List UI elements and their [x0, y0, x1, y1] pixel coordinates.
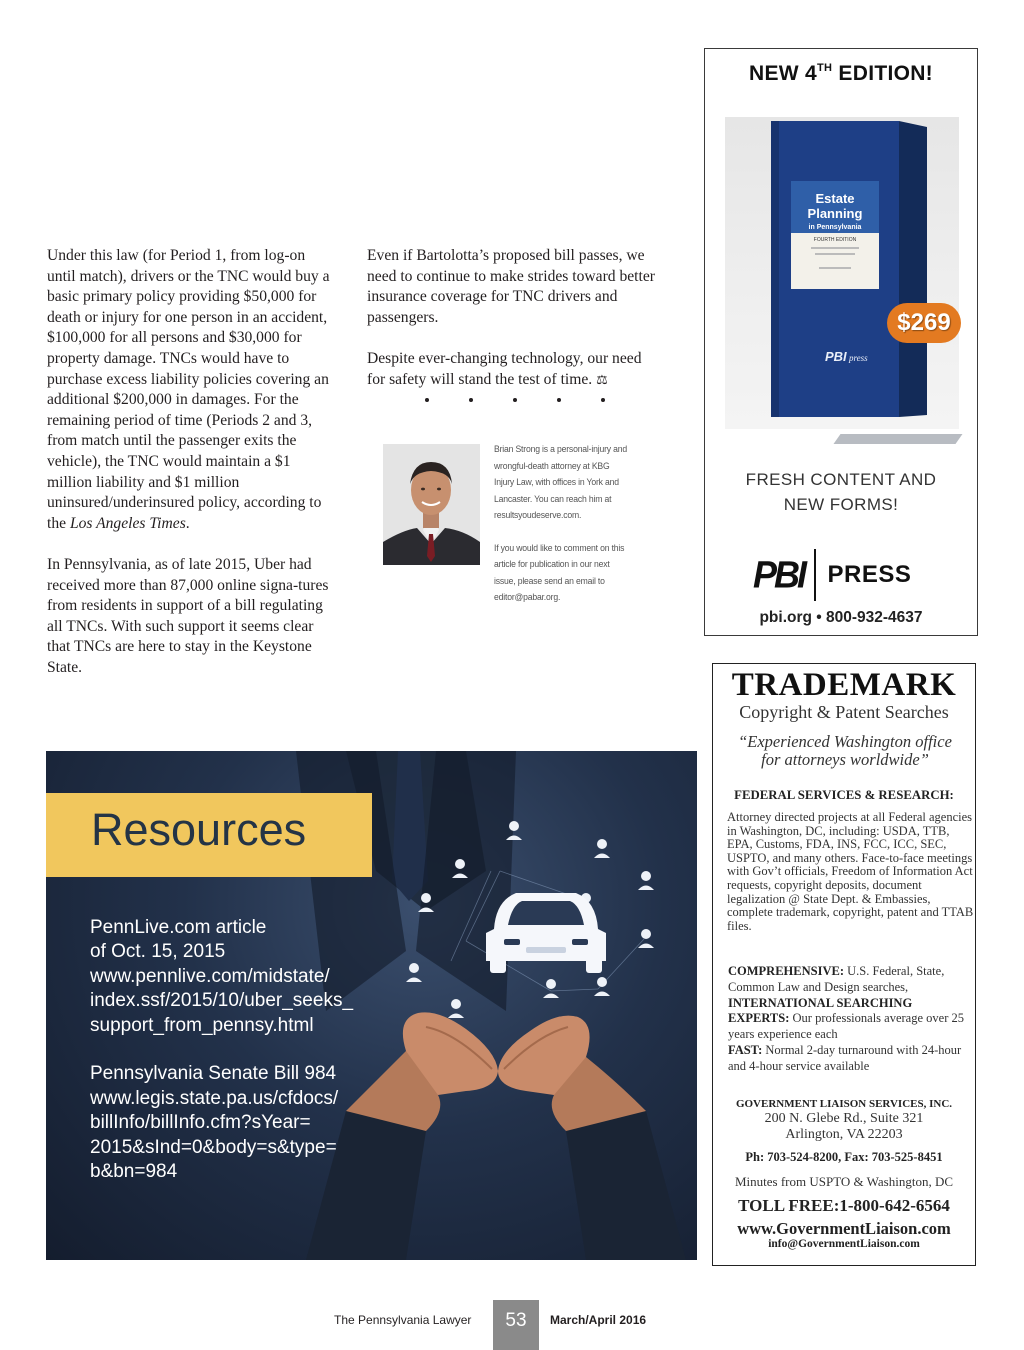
comprehensive-item: COMPREHENSIVE: U.S. Federal, State, Common Law and Design searches,: [728, 964, 945, 994]
ad-subtitle: Copyright & Patent Searches: [739, 702, 949, 722]
toll-free-number: TOLL FREE:1-800-642-6564: [738, 1196, 950, 1215]
trademark-ad: [712, 663, 976, 1266]
price-badge: $269: [887, 303, 961, 343]
car-icon: [486, 893, 606, 973]
author-bio: [494, 442, 629, 623]
pbi-press-ad: [704, 48, 978, 636]
ad-title: TRADEMARK: [731, 667, 957, 703]
article-column-1: [47, 246, 337, 699]
page-number: 53: [493, 1300, 539, 1350]
ad-quote: “Experienced Washington office for attorneys worldwide”: [738, 732, 952, 769]
book-spine-press: press: [849, 353, 868, 363]
footer-publication: The Pennsylvania Lawyer: [334, 1313, 472, 1327]
resources-title: Resources: [91, 804, 307, 855]
phone-fax: Ph: 703-524-8200, Fax: 703-525-8451: [745, 1150, 943, 1164]
pbi-press-logo: [753, 549, 933, 601]
book-title-line3: in Pennsylvania: [808, 224, 862, 231]
bio-paragraph: Brian Strong is a personal-injury and wrongful-death attorney at KBG Injury Law, with offices in York and Lancaster. You can reach him at resultsyoudeserve.com.: [494, 444, 628, 521]
resources-panel: [46, 751, 697, 1260]
article-column-2: [367, 246, 659, 411]
ad-contact: pbi.org • 800-932-4637: [759, 609, 923, 626]
book-photo: [725, 117, 959, 429]
ad-tagline: FRESH CONTENT AND NEW FORMS!: [745, 470, 937, 514]
international-item: INTERNATIONAL SEARCHING EXPERTS: Our professionals average over 25 years experience each: [728, 995, 964, 1042]
resource-item[interactable]: PennLive.com article of Oct. 15, 2015 www.pennlive.com/midstate/ index.ssf/2015/10/uber_seeks_ support_from_pennsy.html: [90, 917, 354, 1036]
resource-item[interactable]: Pennsylvania Senate Bill 984 www.legis.state.pa.us/cfdocs/ billInfo/billInfo.cfm?sYear= 2015&sInd=0&body=s&type= b&bn=984: [90, 1063, 339, 1183]
footer-issue: March/April 2016: [550, 1313, 647, 1327]
website-link[interactable]: www.GovernmentLiaison.com: [737, 1219, 951, 1238]
resources-list: [90, 916, 390, 1209]
article-paragraph: In Pennsylvania, as of late 2015, Uber had received more than 87,000 online signa-tures from residents in support of a bill regulating all TNCs. With such support it seems clear that TNCs are here to stay in the Keystone State.: [47, 555, 329, 676]
press-wordmark: PRESS: [827, 561, 912, 588]
publication-name: Los Angeles Times: [69, 514, 186, 532]
comment-invitation: If you would like to comment on this article for publication in our next issue, please send an email to editor@pabar.org.: [494, 542, 625, 603]
book-title-line1: Estate: [815, 191, 855, 206]
article-paragraph: Under this law (for Period 1, from log-on until match), drivers or the TNC would buy a basic primary policy providing $50,000 for death or injury for one person in an accident, $100,000 for all persons and $30,000 for property damage. TNCs would have to purchase excess liability policies covering an additional $200,000 in damages. For the remaining period of time (Periods 2 and 3, from match until the passenger exits the vehicle), the TNC would maintain a $1 million liability and $1 million uninsured/underinsured policy, according to the Los Angeles Times.: [47, 247, 330, 532]
book-spine-logo: PBI: [825, 349, 847, 364]
logo-divider: [814, 549, 816, 601]
company-name: GOVERNMENT LIAISON SERVICES, INC.: [735, 1098, 953, 1110]
location-note: Minutes from USPTO & Washington, DC: [734, 1174, 954, 1189]
federal-services-heading: FEDERAL SERVICES & RESEARCH:: [734, 788, 954, 802]
end-of-article-icon: ⚖: [596, 371, 608, 387]
pbi-logo: PBI: [753, 552, 805, 596]
article-paragraph: Even if Bartolotta’s proposed bill passes, we need to continue to make strides toward better insurance coverage for TNC drivers and passengers.: [367, 247, 655, 326]
federal-services-text: Attorney directed projects at all Federal agencies in Washington, DC, including: USDA, TTB, EPA, Customs, FDA, INS, FCC, ICC, SEC, USPTO, and many others. Face-to-face meetings with Gov’t officials, Freedom of Information Act requests, copyright deposits, document legalization @ State Dept. & Embassies, complete trademark, copyright, patent and TTAB files.: [727, 810, 974, 933]
services-list: [728, 964, 968, 1075]
author-photo: [383, 444, 480, 565]
section-divider: [425, 398, 605, 402]
company-address: 200 N. Glebe Rd., Suite 321 Arlington, VA 22203: [764, 1111, 924, 1142]
article-paragraph: Despite ever-changing technology, our need for safety will stand the test of time. ⚖: [367, 349, 642, 388]
fast-item: FAST: Normal 2-day turnaround with 24-hour and 4-hour service available: [728, 1042, 962, 1073]
email-link[interactable]: info@GovernmentLiaison.com: [768, 1238, 920, 1250]
decorative-stripe: [833, 434, 962, 444]
book-title-line2: Planning: [807, 206, 863, 221]
book-edition: FOURTH EDITION: [813, 237, 857, 243]
ad-heading: NEW 4TH EDITION!: [749, 62, 933, 85]
